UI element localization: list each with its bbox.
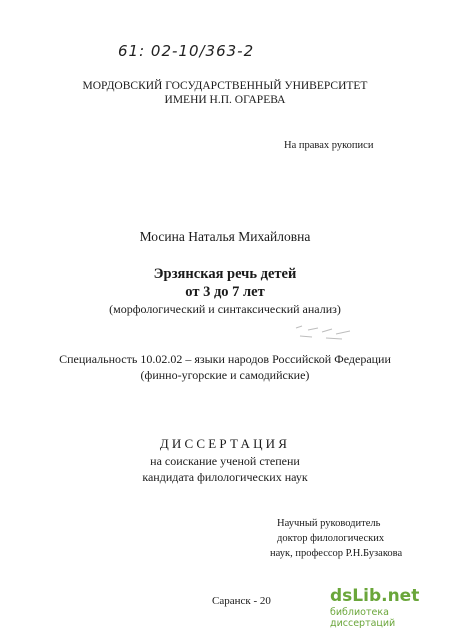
supervisor-line2: доктор филологических [277, 533, 385, 544]
rights-note: На правах рукописи [284, 140, 374, 151]
dissertation-line1: на соискание ученой степени [150, 454, 300, 468]
handwritten-code: 61: 02-10/363-2 [118, 42, 255, 60]
dslib-watermark [330, 586, 445, 629]
supervisor-line3: наук, профессор Р.Н.Бузакова [270, 548, 403, 559]
specialty-line2: (финно-угорские и самодийские) [140, 368, 310, 382]
city-year: Саранск - 20 [212, 595, 271, 607]
supervisor-line1: Научный руководитель [277, 518, 381, 529]
dissertation-heading: ДИССЕРТАЦИЯ [159, 436, 291, 451]
dslib-logo: dsLib.net [330, 586, 420, 606]
thesis-title-line1: Эрзянская речь детей [153, 266, 297, 282]
dissertation-line2: кандидата филологических наук [142, 470, 308, 484]
thesis-subtitle: (морфологический и синтаксический анализ) [109, 302, 341, 316]
scan-mark [292, 322, 362, 344]
dslib-subtitle: библиотека диссертаций [330, 607, 396, 629]
university-name-line2: ИМЕНИ Н.П. ОГАРЕВА [164, 94, 286, 106]
author-name: Мосина Наталья Михайловна [139, 229, 311, 244]
university-name-line1: МОРДОВСКИЙ ГОСУДАРСТВЕННЫЙ УНИВЕРСИТЕТ [82, 80, 368, 92]
thesis-title-line2: от 3 до 7 лет [185, 284, 265, 300]
specialty-line1: Специальность 10.02.02 – языки народов Российской Федерации [59, 352, 391, 366]
